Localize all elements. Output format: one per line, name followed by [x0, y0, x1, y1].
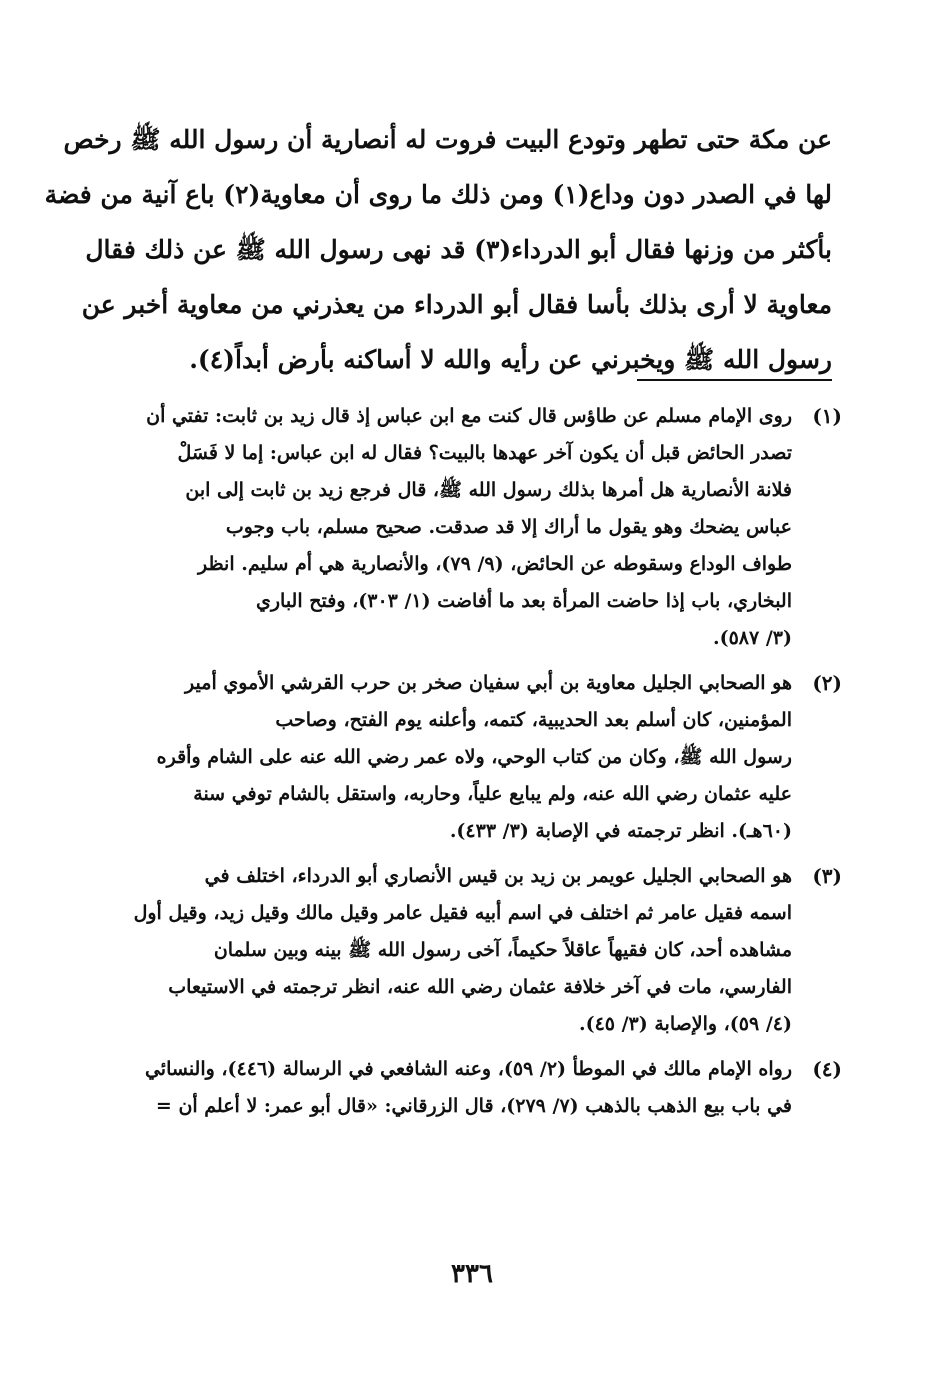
- footnote-line: رسول الله ﷺ، وكان من كتاب الوحي، ولاه عمر رضي الله عنه على الشام وأقره: [156, 746, 792, 768]
- footnotes: [78, 398, 842, 1133]
- footnote-line: هو الصحابي الجليل معاوية بن أبي سفيان صخر بن حرب القرشي الأموي أمير: [185, 672, 792, 694]
- footnote-separator: [637, 379, 832, 381]
- footnote-line: طواف الوداع وسقوطه عن الحائض، (٩/ ٧٩)، والأنصارية هي أم سليم. انظر: [197, 553, 792, 575]
- body-line: عن مكة حتى تطهر وتودع البيت فروت له أنصارية أن رسول الله ﷺ رخص: [63, 125, 832, 154]
- footnote-4: [78, 1051, 842, 1125]
- footnote-number: (٢): [812, 671, 842, 695]
- page-number: ٣٣٦: [451, 1259, 493, 1289]
- footnote-line: (٣/ ٥٨٧).: [712, 627, 792, 649]
- footnote-number: (١): [812, 404, 842, 428]
- footnote-line: (٦٠هـ). انظر ترجمته في الإصابة (٣/ ٤٣٣).: [449, 820, 792, 842]
- footnote-line: مشاهده أحد، كان فقيهاً عاقلاً حكيماً، آخى رسول الله ﷺ بينه وبين سلمان: [213, 939, 792, 961]
- footnote-line: البخاري، باب إذا حاضت المرأة بعد ما أفاضت (١/ ٣٠٣)، وفتح الباري: [255, 590, 792, 612]
- footnote-line: المؤمنين، كان أسلم بعد الحديبية، كتمه، وأعلنه يوم الفتح، وصاحب: [275, 709, 792, 731]
- footnote-line: في باب بيع الذهب بالذهب (٧/ ٢٧٩)، قال الزرقاني: «قال أبو عمر: لا أعلم أن =: [155, 1095, 792, 1117]
- footnote-1: [78, 398, 842, 657]
- footnote-number: (٣): [812, 864, 842, 888]
- body-line: بأكثر من وزنها فقال أبو الدرداء(٣) قد نهى رسول الله ﷺ عن ذلك فقال: [85, 235, 832, 264]
- body-line: لها في الصدر دون وداع(١) ومن ذلك ما روى أن معاوية(٢) باع آنية من فضة: [44, 180, 832, 209]
- footnote-line: الفارسي، مات في آخر خلافة عثمان رضي الله عنه، انظر ترجمته في الاستيعاب: [168, 976, 792, 998]
- footnote-number: (٤): [812, 1057, 842, 1081]
- main-body-text: [44, 112, 832, 387]
- footnote-line: اسمه فقيل عامر ثم اختلف في اسم أبيه فقيل عامر وقيل مالك وقيل زيد، وقيل أول: [133, 902, 792, 924]
- footnote-line: عليه عثمان رضي الله عنه، ولم يبايع علياً، وحاربه، واستقل بالشام توفي سنة: [193, 783, 792, 805]
- footnote-line: رواه الإمام مالك في الموطأ (٢/ ٥٩)، وعنه الشافعي في الرسالة (٤٤٦)، والنسائي: [144, 1058, 792, 1080]
- footnote-line: روى الإمام مسلم عن طاؤس قال كنت مع ابن عباس إذ قال زيد بن ثابت: تفتي أن: [146, 405, 792, 427]
- footnote-line: تصدر الحائض قبل أن يكون آخر عهدها بالبيت؟ فقال له ابن عباس: إما لا فَسَلْ: [177, 442, 792, 464]
- footnote-2: [78, 665, 842, 850]
- footnote-line: هو الصحابي الجليل عويمر بن زيد بن قيس الأنصاري أبو الدرداء، اختلف في: [204, 865, 792, 887]
- footnote-line: (٤/ ٥٩)، والإصابة (٣/ ٤٥).: [578, 1013, 792, 1035]
- body-line: معاوية لا أرى بذلك بأسا فقال أبو الدرداء من يعذرني من معاوية أخبر عن: [81, 290, 832, 319]
- body-line: رسول الله ﷺ ويخبرني عن رأيه والله لا أساكنه بأرض أبداً(٤).: [189, 345, 832, 374]
- footnote-line: فلانة الأنصارية هل أمرها بذلك رسول الله ﷺ، قال فرجع زيد بن ثابت إلى ابن: [185, 479, 792, 501]
- footnote-line: عباس يضحك وهو يقول ما أراك إلا قد صدقت. صحيح مسلم، باب وجوب: [225, 516, 792, 538]
- footnote-3: [78, 858, 842, 1043]
